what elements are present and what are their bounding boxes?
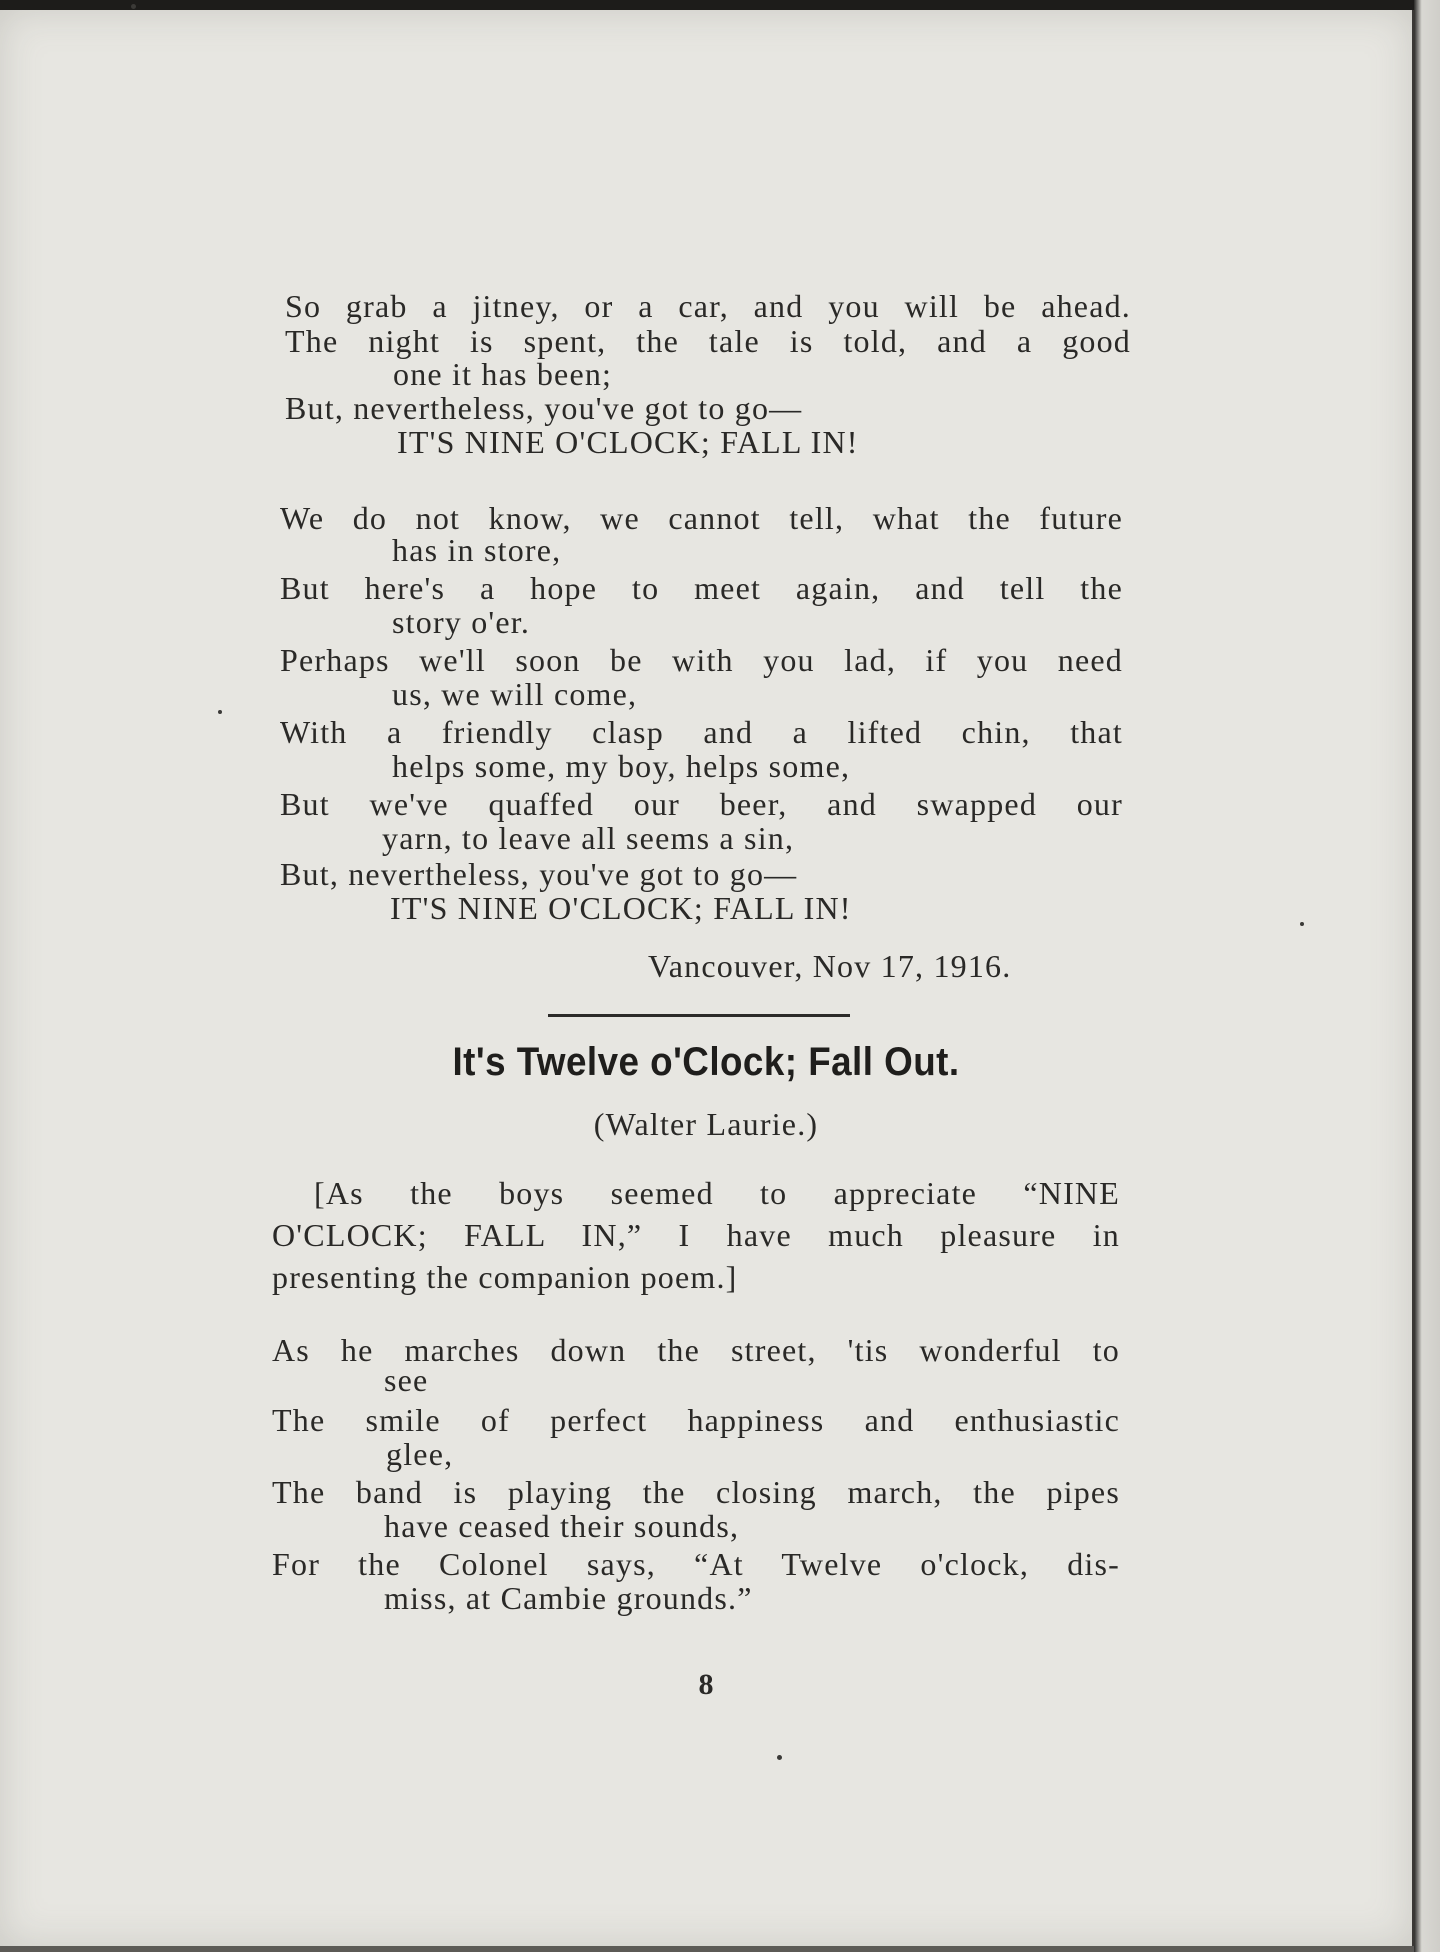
- preface-line: [As the boys seemed to appreciate “NINE: [314, 1175, 1120, 1211]
- verse-line: The band is playing the closing march, the pipes: [272, 1474, 1120, 1510]
- verse-line: one it has been;: [393, 356, 613, 392]
- verse-line: With a friendly clasp and a lifted chin, that: [280, 714, 1123, 750]
- verse-line: have ceased their sounds,: [384, 1508, 740, 1544]
- verse-line: yarn, to leave all seems a sin,: [382, 820, 795, 856]
- refrain-line: IT'S NINE O'CLOCK; FALL IN!: [397, 424, 859, 460]
- poem1-stanza1: [285, 288, 1131, 468]
- scan-speck: [218, 710, 222, 714]
- verse-line: But here's a hope to meet again, and tell the: [280, 570, 1123, 606]
- verse-line: has in store,: [392, 532, 562, 568]
- verse-line: Perhaps we'll soon be with you lad, if you need: [280, 642, 1123, 678]
- scan-speck: [131, 4, 136, 9]
- poem1-signature: Vancouver, Nov 17, 1916.: [648, 948, 1012, 984]
- book-page: [0, 10, 1415, 1946]
- section-divider: [548, 1014, 850, 1017]
- scan-speck: [777, 1755, 782, 1760]
- poem2-title: It's Twelve o'Clock; Fall Out.: [452, 1040, 960, 1084]
- verse-line: glee,: [386, 1436, 454, 1472]
- poem2-stanza1: [272, 1332, 1120, 1620]
- verse-line: So grab a jitney, or a car, and you will be ahead.: [285, 288, 1131, 324]
- preface-line: presenting the companion poem.]: [272, 1259, 738, 1295]
- refrain-line: IT'S NINE O'CLOCK; FALL IN!: [390, 890, 852, 926]
- scan-speck: [1300, 922, 1304, 926]
- poem2-preface: [272, 1172, 1120, 1298]
- verse-line: helps some, my boy, helps some,: [392, 748, 851, 784]
- verse-line: As he marches down the street, 'tis wonderful to: [272, 1332, 1120, 1368]
- preface-line: O'CLOCK; FALL IN,” I have much pleasure in: [272, 1217, 1120, 1253]
- verse-line: But, nevertheless, you've got to go—: [280, 856, 798, 892]
- verse-line: For the Colonel says, “At Twelve o'clock, dis-: [272, 1546, 1120, 1582]
- verse-line: The night is spent, the tale is told, and a good: [285, 323, 1131, 359]
- poem1-stanza2: [280, 500, 1123, 932]
- verse-line: miss, at Cambie grounds.”: [384, 1580, 753, 1616]
- verse-line: story o'er.: [392, 604, 531, 640]
- verse-line: But, nevertheless, you've got to go—: [285, 390, 803, 426]
- verse-line: But we've quaffed our beer, and swapped our: [280, 786, 1123, 822]
- scan-right-edge: [1414, 0, 1440, 1952]
- verse-line: us, we will come,: [392, 676, 638, 712]
- poem2-author: (Walter Laurie.): [593, 1106, 819, 1142]
- verse-line: The smile of perfect happiness and enthusiastic: [272, 1402, 1120, 1438]
- verse-line: see: [384, 1362, 429, 1398]
- page-number: 8: [698, 1668, 714, 1701]
- verse-line: We do not know, we cannot tell, what the future: [280, 500, 1123, 536]
